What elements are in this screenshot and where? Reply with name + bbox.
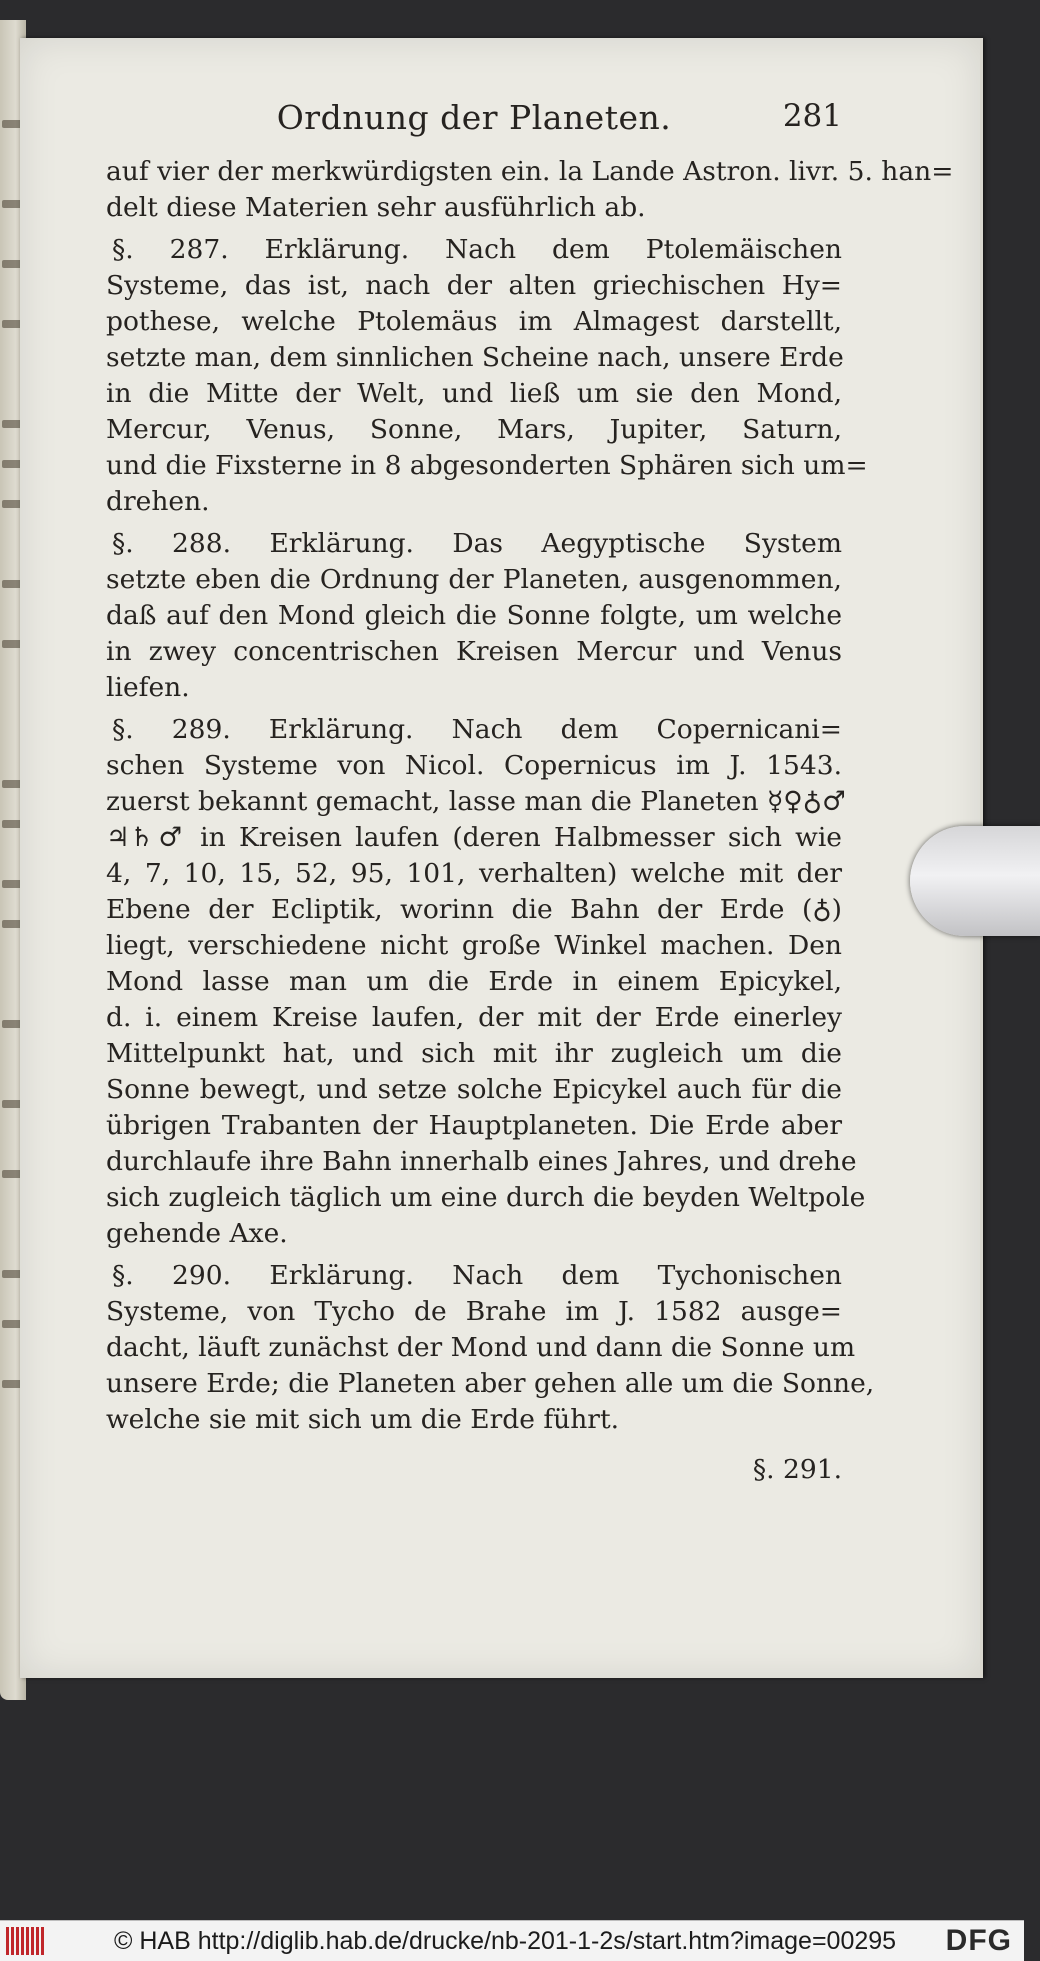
- book-page: [20, 38, 983, 1678]
- text-line: 4, 7, 10, 15, 52, 95, 101, verhalten) welche mit der: [106, 858, 842, 889]
- text-line: Systeme, von Tycho de Brahe im J. 1582 ausge=: [106, 1296, 842, 1327]
- text-line: drehen.: [106, 486, 210, 517]
- text-line: liefen.: [106, 672, 190, 703]
- running-head: [106, 98, 842, 154]
- text-line: setzte eben die Ordnung der Planeten, ausgenommen,: [106, 564, 842, 595]
- text-line: §. 290. Erklärung. Nach dem Tychonischen: [112, 1260, 842, 1291]
- text-line: liegt, verschiedene nicht große Winkel machen. Den: [106, 930, 842, 961]
- text-line: §. 288. Erklärung. Das Aegyptische System: [112, 528, 842, 559]
- text-line: Ebene der Ecliptik, worinn die Bahn der Erde (♁): [106, 894, 842, 925]
- footer-bar: [0, 1920, 1024, 1961]
- text-line: und die Fixsterne in 8 abgesonderten Sphären sich um=: [106, 450, 868, 481]
- text-line: sich zugleich täglich um eine durch die beyden Weltpole: [106, 1182, 866, 1213]
- text-line: pothese, welche Ptolemäus im Almagest darstellt,: [106, 306, 842, 337]
- text-line: ♃♄♂ in Kreisen laufen (deren Halbmesser sich wie: [106, 822, 842, 853]
- text-line: d. i. einem Kreise laufen, der mit der Erde einerley: [106, 1002, 842, 1033]
- text-line: Systeme, das ist, nach der alten griechischen Hy=: [106, 270, 842, 301]
- text-line: auf vier der merkwürdigsten ein. la Lande Astron. livr. 5. han=: [106, 156, 954, 187]
- text-line: Sonne bewegt, und setze solche Epicykel auch für die: [106, 1074, 842, 1105]
- text-line: durchlaufe ihre Bahn innerhalb eines Jahres, und drehe: [106, 1146, 857, 1177]
- page-number: 281: [782, 98, 842, 134]
- text-line: daß auf den Mond gleich die Sonne folgte, um welche: [106, 600, 842, 631]
- text-line: dacht, läuft zunächst der Mond und dann die Sonne um: [106, 1332, 856, 1363]
- text-line: in zwey concentrischen Kreisen Mercur und Venus: [106, 636, 842, 667]
- scanner-clip: [910, 826, 1040, 936]
- text-line: Mond lasse man um die Erde in einem Epicykel,: [106, 966, 842, 997]
- page-content: [106, 98, 954, 1488]
- text-line: setzte man, dem sinnlichen Scheine nach, unsere Erde: [106, 342, 844, 373]
- text-line: unsere Erde; die Planeten aber gehen alle um die Sonne,: [106, 1368, 875, 1399]
- text-line: gehende Axe.: [106, 1218, 288, 1249]
- text-line: §. 287. Erklärung. Nach dem Ptolemäischen: [112, 234, 842, 265]
- text-line: übrigen Trabanten der Hauptplaneten. Die Erde aber: [106, 1110, 842, 1141]
- text-line: zuerst bekannt gemacht, lasse man die Planeten ☿♀♁♂: [106, 786, 846, 817]
- text-line: Mittelpunkt hat, und sich mit ihr zugleich um die: [106, 1038, 842, 1069]
- copyright-url[interactable]: © HAB http://diglib.hab.de/drucke/nb-201-1-2s/start.htm?image=00295: [114, 1926, 897, 1955]
- text-line: delt diese Materien sehr ausführlich ab.: [106, 192, 646, 223]
- text-line: Mercur, Venus, Sonne, Mars, Jupiter, Saturn,: [106, 414, 842, 445]
- text-line: in die Mitte der Welt, und ließ um sie den Mond,: [106, 378, 842, 409]
- barcode-icon: [6, 1927, 44, 1955]
- running-title: Ordnung der Planeten.: [276, 98, 672, 137]
- text-line: schen Systeme von Nicol. Copernicus im J. 1543.: [106, 750, 842, 781]
- dfg-logo: DFG: [945, 1924, 1012, 1957]
- text-body: [106, 154, 954, 1438]
- text-line: welche sie mit sich um die Erde führt.: [106, 1404, 620, 1435]
- catchword: §. 291.: [752, 1454, 842, 1485]
- text-line: §. 289. Erklärung. Nach dem Copernicani=: [112, 714, 842, 745]
